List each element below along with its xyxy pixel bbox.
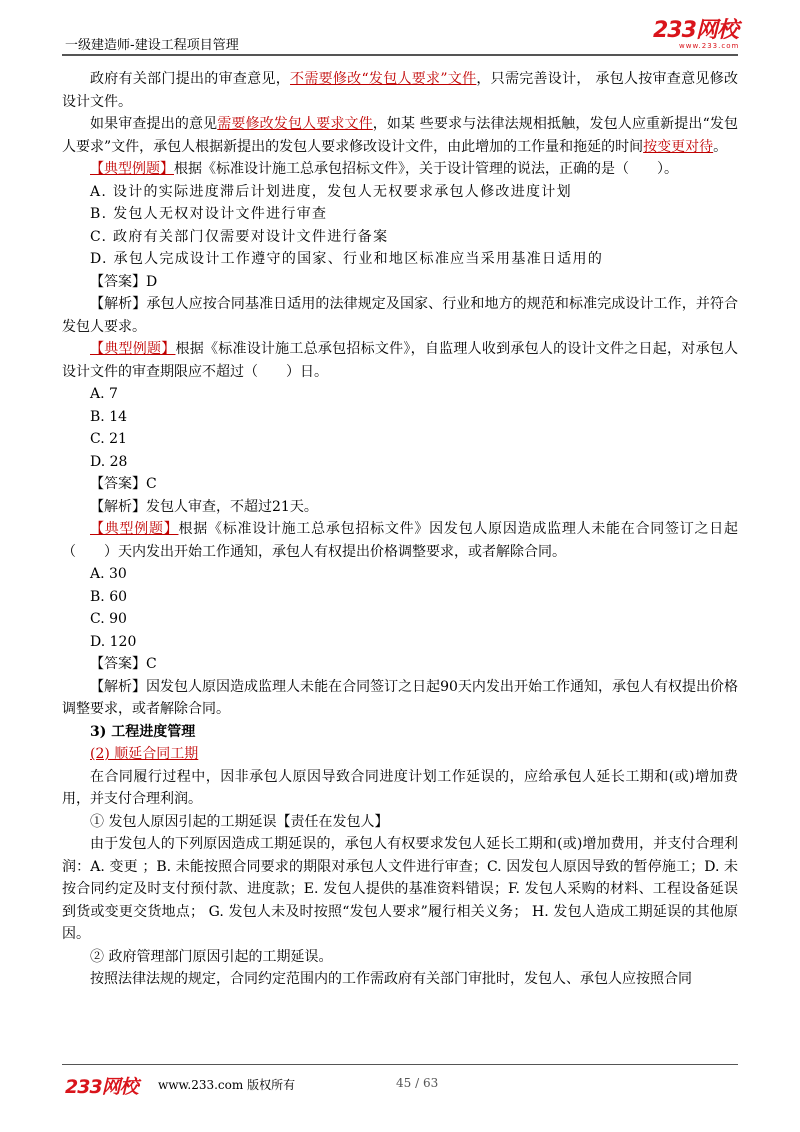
question-3-option-a: A. 30 [90,566,127,582]
question-2-analysis: 【解析】发包人审查，不超过21天。 [90,498,318,515]
question-1-stem: 【典型例题】根据《标准设计施工总承包招标文件》，关于设计管理的说法，正确的是（ ）。 [90,161,678,177]
question-3-option-b: B. 60 [90,588,128,605]
question-3-option-c: C. 90 [90,611,127,627]
question-1-analysis: 【解析】承包人应按合同基准日适用的法律规定及国家、行业和地方的规范和标准完成设计工作，并符合发包人要求。 [62,296,738,335]
section-item-1: ① 发包人原因引起的工期延误【责任在发包人】 [90,813,389,830]
highlight-need-change: 需要修改发包人要求文件 [217,116,373,132]
document-body [62,68,738,991]
question-1-answer: 【答案】D [90,273,158,290]
question-3-stem: 【典型例题】根据《标准设计施工总承包招标文件》因发包人原因造成监理人未能在合同签订之日起（ ）天内发出开始工作通知，承包人有权提出价格调整要求，或者解除合同。 [62,521,739,560]
question-1-option-c: C. 政府有关部门仅需要对设计文件进行备案 [90,228,389,245]
question-1-option-b: B. 发包人无权对设计文件进行审查 [90,206,328,222]
question-2-stem: 【典型例题】根据《标准设计施工总承包招标文件》，自监理人收到承包人的设计文件之日起，对承包人设计文件的审查期限应不超过（ ）日。 [62,341,738,380]
logo-url: www.233.com [679,42,740,50]
logo-text: 233网校 [653,18,738,43]
subsection-heading: (2) 顺延合同工期 [90,746,199,762]
page-number: 45 / 63 [396,1076,439,1090]
section-item-2: ② 政府管理部门原因引起的工期延误。 [90,948,333,965]
question-1-option-a: A. 设计的实际进度滞后计划进度，发包人无权要求承包人修改进度计划 [90,183,572,200]
question-1-option-d: D. 承包人完成设计工作遵守的国家、行业和地区标准应当采用基准日适用的 [90,251,604,267]
question-2-option-b: B. 14 [90,408,128,425]
footer-logo: 233网校 [65,1076,138,1098]
section-paragraph-2: 由于发包人的下列原因造成工期延误的，承包人有权要求发包人延长工期和(或)增加费用，并支付合理利润：A. 变更 ；B. 未能按照合同要求的期限对承包人文件进行审查；C. 因发包人原因导致的暂停施工；D. 未按合同约定及时支付预付款、进度款；E. 发包人提供的基准资料错误；F. 发包人采购的材料、工程设备延误到货或变更交货地点； G. 发包人未及时按照“发包人要求”履行相关义务； H. 发包人造成工期延误的其他原因。 [62,836,738,942]
section-heading: 3) 工程进度管理 [90,723,196,740]
example-tag: 【典型例题】 [90,341,176,357]
example-tag: 【典型例题】 [90,161,174,177]
question-3-analysis: 【解析】因发包人原因造成监理人未能在合同签订之日起90天内发出开始工作通知，承包人有权提出价格调整要求，或者解除合同。 [62,678,738,717]
question-3-answer: 【答案】C [90,656,157,672]
section-paragraph-3: 按照法律法规的规定，合同约定范围内的工作需政府有关部门审批时，发包人、承包人应按照合同 [90,971,692,987]
example-tag: 【典型例题】 [90,521,179,537]
brand-logo [653,20,739,50]
question-2-option-a: A. 7 [90,386,118,402]
footer-copyright: www.233.com 版权所有 [158,1078,296,1092]
document-header-title: 一级建造师-建设工程项目管理 [65,38,239,53]
highlight-variation: 按变更对待 [643,138,714,155]
question-2-answer: 【答案】C [90,476,157,492]
section-paragraph-1: 在合同履行过程中，因非承包人原因导致合同进度计划工作延误的，应给承包人延长工期和(或)增加费用，并支付合理利润。 [62,768,738,807]
question-3-option-d: D. 120 [90,633,137,650]
paragraph-change-requirements: 如果审查提出的意见需要修改发包人要求文件，如某 些要求与法律法规相抵触，发包人应重新提出“发包人要求”文件，承包人根据新提出的发包人要求修改设计文件，由此增加的工作量和拖延的时间按变更对待。 [62,116,738,155]
header-divider [62,54,738,56]
highlight-no-change: 不需要修改“发包人要求”文件 [290,71,477,87]
question-2-option-c: C. 21 [90,431,127,447]
footer-divider [62,1064,738,1065]
paragraph-review-opinion: 政府有关部门提出的审查意见，不需要修改“发包人要求”文件，只需完善设计， 承包人按审查意见修改设计文件。 [62,71,738,110]
question-2-option-d: D. 28 [90,453,128,470]
